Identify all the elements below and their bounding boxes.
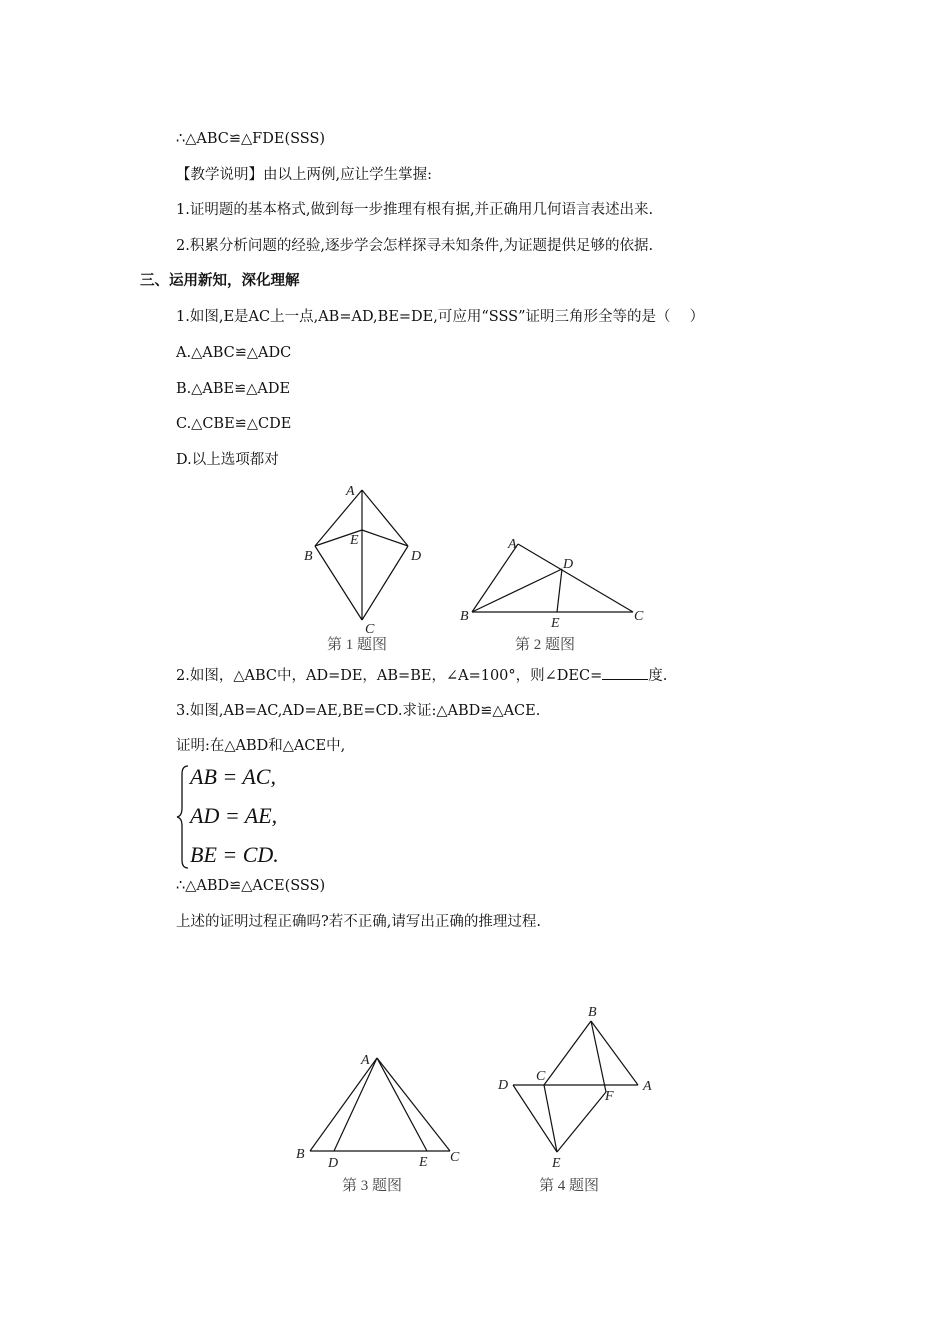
section-heading-3: 三、运用新知，深化理解 [140,273,300,289]
conclusion-line-1: ∴△ABC≌△FDE(SSS) [176,131,326,147]
fig2-label-a: A [508,537,517,552]
proof-question: 上述的证明过程正确吗?若不正确,请写出正确的推理过程. [176,914,541,930]
option-a: A.△ABC≌△ADC [176,345,292,361]
figure-3 [290,1048,470,1198]
fig4-label-d: D [498,1078,509,1093]
figure-1 [290,478,450,658]
q2-unit: 度. [648,668,668,684]
equation-2: AD = AE, [190,803,278,828]
fig2-label-c: C [634,609,644,624]
fig4-label-b: B [588,1005,597,1020]
option-c: C.△CBE≌△CDE [176,416,292,432]
question-1: 1.如图,E是AC上一点,AB=AD,BE=DE,可应用“SSS”证明三角形全等的是（ ） [176,309,705,325]
note-item-2: 2.积累分析问题的经验,逐步学会怎样探寻未知条件,为证题提供足够的依据. [176,238,654,254]
answer-blank [602,665,648,680]
fig1-label-d: D [411,549,422,564]
fig4-label-a: A [643,1079,652,1094]
note-item-1: 1.证明题的基本格式,做到每一步推理有根有据,并正确用几何语言表述出来. [176,202,654,218]
fig2-caption: 第 2 题图 [515,637,576,653]
fig4-label-f: F [605,1089,614,1104]
fig3-label-c: C [450,1150,460,1165]
fig3-label-b: B [296,1147,305,1162]
figure-4 [495,1000,665,1198]
equation-1: AB = AC, [190,764,276,789]
equation-system [176,762,316,872]
fig4-label-e: E [552,1156,561,1171]
q2-text: 2.如图，△ABC中，AD=DE，AB=BE，∠A=100°，则∠DEC= [176,668,603,684]
fig3-label-a: A [361,1053,370,1068]
conclusion-line-2: ∴△ABD≌△ACE(SSS) [176,878,326,894]
proof-intro: 证明:在△ABD和△ACE中, [176,738,346,754]
fig3-label-d: D [328,1156,339,1171]
fig1-label-e: E [350,533,359,548]
fig1-label-a: A [346,484,355,499]
figure-2 [455,530,655,658]
question-3: 3.如图,AB=AC,AD=AE,BE=CD.求证:△ABD≌△ACE. [176,703,541,719]
teaching-note: 【教学说明】由以上两例,应让学生掌握: [176,167,432,183]
fig4-label-c: C [536,1069,546,1084]
fig1-label-b: B [304,549,313,564]
left-brace [176,762,190,872]
fig1-label-c: C [365,622,375,637]
fig2-label-b: B [460,609,469,624]
question-2 [176,665,667,686]
fig2-label-e: E [551,616,560,631]
option-d: D.以上选项都对 [176,452,279,468]
fig2-label-d: D [563,557,574,572]
fig3-caption: 第 3 题图 [342,1178,403,1194]
fig4-caption: 第 4 题图 [539,1178,600,1194]
fig1-caption: 第 1 题图 [327,637,388,653]
fig3-label-e: E [419,1155,428,1170]
equation-3: BE = CD. [190,842,279,867]
option-b: B.△ABE≌△ADE [176,381,291,397]
